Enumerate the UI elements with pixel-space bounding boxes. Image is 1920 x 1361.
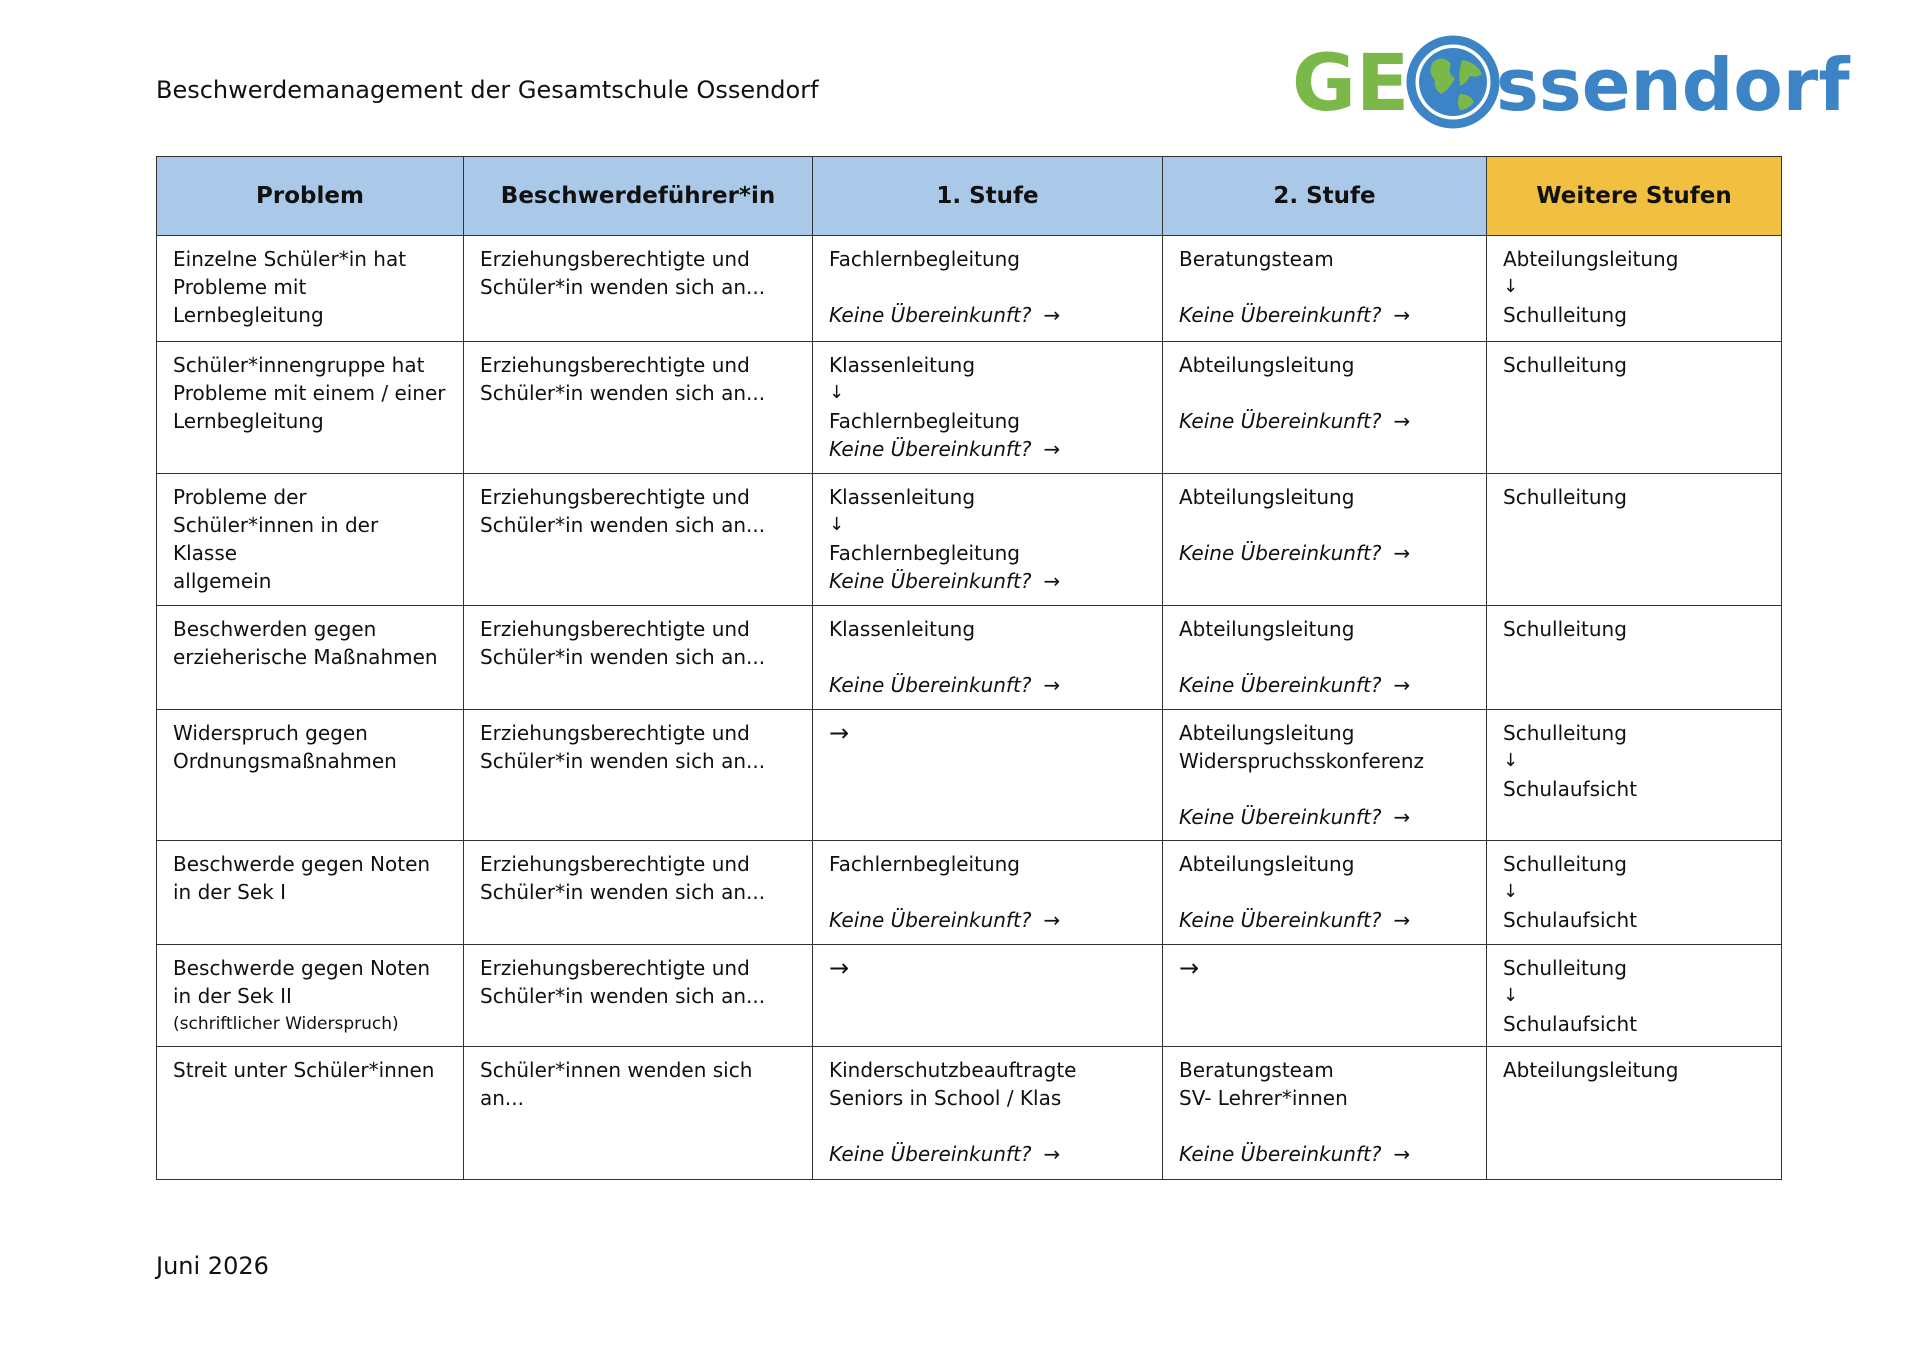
stage-line: Widerspruchsskonferenz (1179, 749, 1425, 773)
problem-line: Schüler*innengruppe hat (173, 353, 425, 377)
no-agreement-line (1179, 906, 1470, 934)
complainant-line: Schüler*in wenden sich an... (480, 513, 766, 537)
no-agreement-line (829, 906, 1146, 934)
stage-line: Abteilungsleitung (1503, 247, 1679, 271)
no-agreement-label: Keine Übereinkunft? (829, 569, 1032, 593)
no-agreement-line (829, 567, 1146, 595)
stage-line: Abteilungsleitung (1179, 353, 1355, 377)
no-agreement-line (829, 1140, 1146, 1168)
problem-line: Probleme der (173, 485, 307, 509)
stage-2-cell (1163, 474, 1487, 606)
right-arrow-icon: → (1043, 908, 1061, 932)
problem-line: allgemein (173, 569, 272, 593)
no-agreement-line (1179, 671, 1470, 699)
problem-cell (157, 945, 464, 1047)
no-agreement-label: Keine Übereinkunft? (1179, 303, 1382, 327)
stage-line: Klassenleitung (829, 617, 976, 641)
right-arrow-icon: → (1179, 954, 1200, 982)
stage-line: Beratungsteam (1179, 247, 1334, 271)
stage-line: Beratungsteam (1179, 1058, 1334, 1082)
complaints-table (156, 156, 1782, 1180)
stage-line: Fachlernbegleitung (829, 852, 1021, 876)
column-header-further-stages: Weitere Stufen (1487, 157, 1782, 236)
complainant-cell (464, 606, 813, 710)
stage-line: Schulleitung (1503, 617, 1627, 641)
blank-line (829, 1112, 1146, 1140)
problem-cell (157, 474, 464, 606)
no-agreement-label: Keine Übereinkunft? (1179, 805, 1382, 829)
complainant-cell (464, 342, 813, 474)
stage-2-cell (1163, 236, 1487, 342)
blank-line (1179, 273, 1470, 301)
page-title: Beschwerdemanagement der Gesamtschule Ossendorf (156, 76, 819, 104)
complainant-cell (464, 236, 813, 342)
complainant-line: Schüler*in wenden sich an... (480, 749, 766, 773)
right-arrow-icon: → (1043, 1142, 1061, 1166)
problem-line: Streit unter Schüler*innen (173, 1058, 435, 1082)
stage-line: Klassenleitung (829, 485, 976, 509)
no-agreement-label: Keine Übereinkunft? (1179, 409, 1382, 433)
right-arrow-icon: → (1393, 541, 1411, 565)
table-row (157, 236, 1782, 342)
stage-2-cell (1163, 945, 1487, 1047)
further-stages-cell (1487, 1047, 1782, 1180)
stage-line: Abteilungsleitung (1179, 852, 1355, 876)
complainant-line: Schüler*in wenden sich an... (480, 645, 766, 669)
blank-line (829, 643, 1146, 671)
problem-line: Ordnungsmaßnahmen (173, 749, 397, 773)
complainant-line: Erziehungsberechtigte und (480, 721, 750, 745)
complainant-line: Erziehungsberechtigte und (480, 617, 750, 641)
problem-line: Probleme mit (173, 275, 307, 299)
problem-cell (157, 1047, 464, 1180)
further-stages-cell (1487, 710, 1782, 841)
column-header-complainant: Beschwerdeführer*in (464, 157, 813, 236)
complainant-line: Schüler*in wenden sich an... (480, 275, 766, 299)
no-agreement-label: Keine Übereinkunft? (829, 1142, 1032, 1166)
down-arrow-icon: ↓ (1503, 750, 1519, 771)
no-agreement-line (1179, 803, 1470, 831)
stage-line: Abteilungsleitung (1179, 721, 1355, 745)
problem-cell (157, 236, 464, 342)
no-agreement-line (1179, 539, 1470, 567)
blank-line (1179, 775, 1470, 803)
logo-ge-text: GE (1292, 39, 1410, 129)
problem-line: Beschwerde gegen Noten (173, 956, 431, 980)
blank-line (1179, 878, 1470, 906)
problem-line: in der Sek I (173, 880, 287, 904)
no-agreement-line (1179, 1140, 1470, 1168)
right-arrow-icon: → (1043, 303, 1061, 327)
down-arrow-icon: ↓ (1503, 985, 1519, 1006)
no-agreement-line (829, 301, 1146, 329)
table-row (157, 474, 1782, 606)
globe-icon (1411, 40, 1495, 124)
stage-line: Seniors in School / Klas (829, 1086, 1062, 1110)
problem-line: Lernbegleitung (173, 409, 324, 433)
blank-line (1179, 511, 1470, 539)
stage-1-cell (813, 945, 1163, 1047)
no-agreement-line (829, 671, 1146, 699)
down-arrow-icon: ↓ (1503, 881, 1519, 902)
stage-line: Fachlernbegleitung (829, 247, 1021, 271)
no-agreement-label: Keine Übereinkunft? (829, 673, 1032, 697)
stage-1-cell (813, 474, 1163, 606)
complainant-cell (464, 1047, 813, 1180)
blank-line (829, 273, 1146, 301)
down-arrow-icon: ↓ (1503, 276, 1519, 297)
stage-line: Fachlernbegleitung (829, 409, 1021, 433)
column-header-problem: Problem (157, 157, 464, 236)
complainant-line: Schüler*innen wenden sich (480, 1058, 753, 1082)
table-row (157, 945, 1782, 1047)
stage-line: Abteilungsleitung (1179, 485, 1355, 509)
problem-cell (157, 841, 464, 945)
no-agreement-label: Keine Übereinkunft? (1179, 908, 1382, 932)
right-arrow-icon: → (1393, 409, 1411, 433)
table-header-row (157, 157, 1782, 236)
problem-line: Widerspruch gegen (173, 721, 368, 745)
stage-line: Abteilungsleitung (1179, 617, 1355, 641)
right-arrow-icon: → (829, 719, 850, 747)
further-stages-cell (1487, 474, 1782, 606)
stage-line: SV- Lehrer*innen (1179, 1086, 1348, 1110)
problem-cell (157, 342, 464, 474)
table-row (157, 342, 1782, 474)
no-agreement-line (829, 435, 1146, 463)
stage-line: Schulaufsicht (1503, 908, 1638, 932)
problem-line: Beschwerde gegen Noten (173, 852, 431, 876)
problem-line: Schüler*innen in der Klasse (173, 513, 379, 565)
stage-line: Schulleitung (1503, 485, 1627, 509)
problem-note: (schriftlicher Widerspruch) (173, 1014, 399, 1034)
right-arrow-icon: → (1043, 437, 1061, 461)
table-row (157, 606, 1782, 710)
further-stages-cell (1487, 342, 1782, 474)
no-agreement-line (1179, 301, 1470, 329)
complainant-line: Schüler*in wenden sich an... (480, 880, 766, 904)
stage-1-cell (813, 710, 1163, 841)
problem-cell (157, 606, 464, 710)
right-arrow-icon: → (1043, 569, 1061, 593)
complainant-cell (464, 841, 813, 945)
stage-line: Schulleitung (1503, 353, 1627, 377)
complainant-line: an... (480, 1086, 525, 1110)
complainant-line: Erziehungsberechtigte und (480, 956, 750, 980)
stage-1-cell (813, 1047, 1163, 1180)
right-arrow-icon: → (1393, 805, 1411, 829)
no-agreement-line (1179, 407, 1470, 435)
stage-line: Kinderschutzbeauftragte (829, 1058, 1077, 1082)
complainant-line: Erziehungsberechtigte und (480, 353, 750, 377)
problem-line: in der Sek II (173, 984, 292, 1008)
down-arrow-icon: ↓ (829, 382, 845, 403)
further-stages-cell (1487, 841, 1782, 945)
complainant-line: Erziehungsberechtigte und (480, 485, 750, 509)
right-arrow-icon: → (1393, 673, 1411, 697)
stage-line: Fachlernbegleitung (829, 541, 1021, 565)
stage-2-cell (1163, 1047, 1487, 1180)
no-agreement-label: Keine Übereinkunft? (1179, 673, 1382, 697)
blank-line (1179, 1112, 1470, 1140)
complainant-line: Erziehungsberechtigte und (480, 247, 750, 271)
footer-date: Juni 2026 (156, 1252, 269, 1280)
further-stages-cell (1487, 236, 1782, 342)
complainant-cell (464, 710, 813, 841)
problem-line: erzieherische Maßnahmen (173, 645, 438, 669)
problem-line: Probleme mit einem / einer (173, 381, 446, 405)
column-header-stage-1: 1. Stufe (813, 157, 1163, 236)
stage-1-cell (813, 342, 1163, 474)
right-arrow-icon: → (829, 954, 850, 982)
stage-1-cell (813, 606, 1163, 710)
further-stages-cell (1487, 945, 1782, 1047)
no-agreement-label: Keine Übereinkunft? (829, 908, 1032, 932)
down-arrow-icon: ↓ (829, 514, 845, 535)
stage-2-cell (1163, 841, 1487, 945)
right-arrow-icon: → (1393, 303, 1411, 327)
complainant-line: Schüler*in wenden sich an... (480, 984, 766, 1008)
problem-line: Beschwerden gegen (173, 617, 377, 641)
stage-line: Klassenleitung (829, 353, 976, 377)
problem-line: Lernbegleitung (173, 303, 324, 327)
stage-line: Abteilungsleitung (1503, 1058, 1679, 1082)
stage-line: Schulleitung (1503, 852, 1627, 876)
stage-2-cell (1163, 342, 1487, 474)
table-row (157, 1047, 1782, 1180)
complainant-line: Schüler*in wenden sich an... (480, 381, 766, 405)
stage-line: Schulaufsicht (1503, 777, 1638, 801)
right-arrow-icon: → (1043, 673, 1061, 697)
blank-line (829, 878, 1146, 906)
stage-2-cell (1163, 710, 1487, 841)
no-agreement-label: Keine Übereinkunft? (829, 437, 1032, 461)
school-logo (1292, 32, 1850, 132)
complainant-cell (464, 945, 813, 1047)
no-agreement-label: Keine Übereinkunft? (1179, 1142, 1382, 1166)
logo-ssendorf-text: ssendorf (1496, 43, 1850, 127)
table-row (157, 841, 1782, 945)
table-row (157, 710, 1782, 841)
stage-2-cell (1163, 606, 1487, 710)
stage-line: Schulleitung (1503, 956, 1627, 980)
stage-line: Schulleitung (1503, 303, 1627, 327)
blank-line (1179, 643, 1470, 671)
stage-line: Schulleitung (1503, 721, 1627, 745)
no-agreement-label: Keine Übereinkunft? (829, 303, 1032, 327)
blank-line (1179, 379, 1470, 407)
right-arrow-icon: → (1393, 1142, 1411, 1166)
problem-cell (157, 710, 464, 841)
stage-1-cell (813, 236, 1163, 342)
stage-1-cell (813, 841, 1163, 945)
column-header-stage-2: 2. Stufe (1163, 157, 1487, 236)
complainant-line: Erziehungsberechtigte und (480, 852, 750, 876)
stage-line: Schulaufsicht (1503, 1012, 1638, 1036)
right-arrow-icon: → (1393, 908, 1411, 932)
complainant-cell (464, 474, 813, 606)
no-agreement-label: Keine Übereinkunft? (1179, 541, 1382, 565)
problem-line: Einzelne Schüler*in hat (173, 247, 407, 271)
further-stages-cell (1487, 606, 1782, 710)
